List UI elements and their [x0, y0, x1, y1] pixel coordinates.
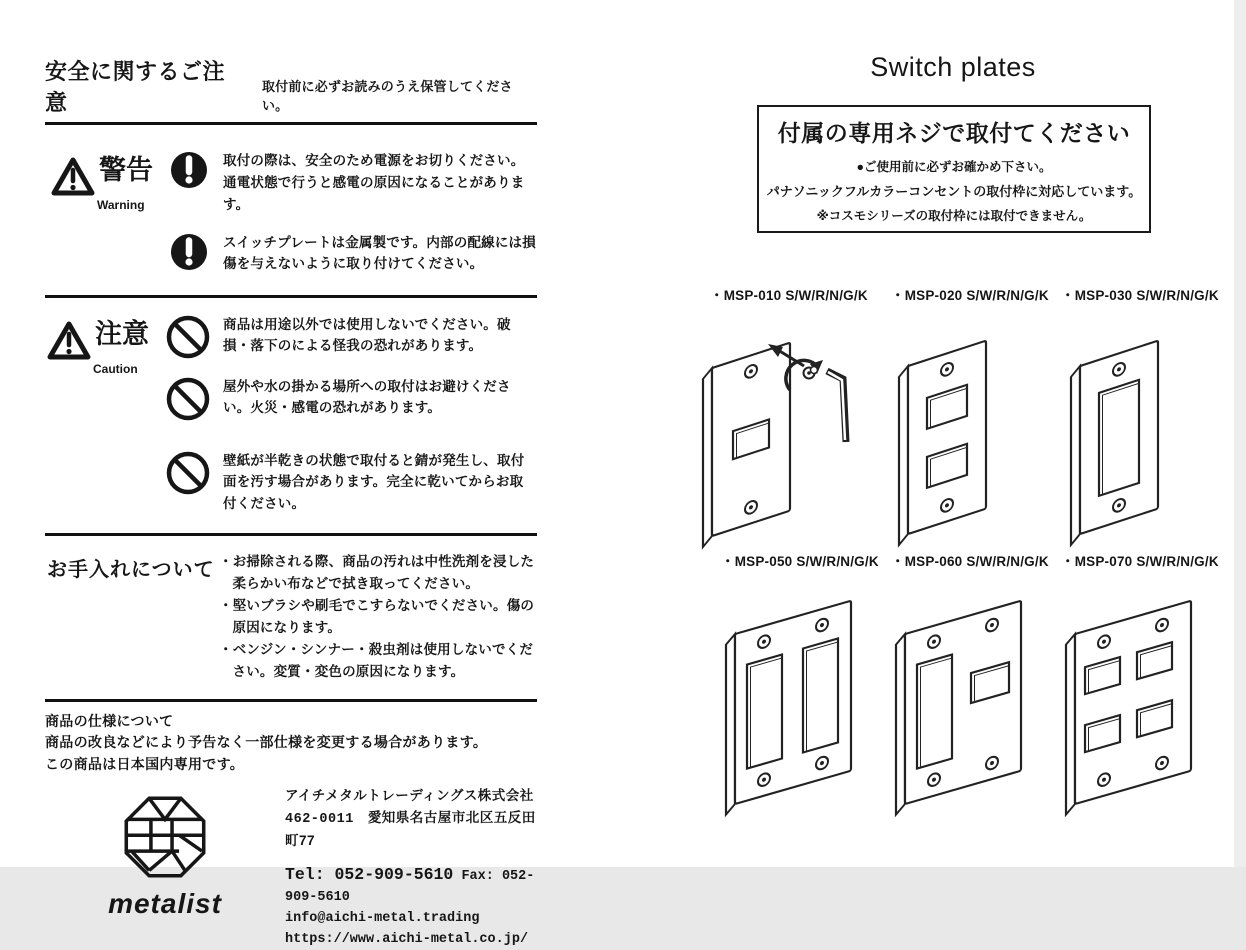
spec-line: 商品の改良などにより予告なく一部仕様を変更する場合があります。	[45, 732, 537, 753]
caution-item-text: 商品は用途以外では使用しないでください。破損・落下のによる怪我の恐れがあります。	[223, 314, 537, 358]
company-url: https://www.aichi-metal.co.jp/	[285, 930, 537, 950]
caution-label-block	[47, 314, 165, 516]
product-label-msp-060: ・MSP-060 S/W/R/N/G/K	[891, 550, 1049, 570]
prohibition-icon	[165, 376, 211, 427]
company-email: info@aichi-metal.trading	[285, 909, 537, 930]
company-tel: Tel: 052-909-5610	[285, 865, 453, 884]
care-item: ・堅いブラシや刷毛でこすらないでください。傷の原因になります。	[219, 595, 537, 639]
warning-items	[169, 150, 537, 277]
safety-page	[45, 55, 537, 950]
plate-illustration-msp-050	[703, 572, 893, 817]
company-address	[285, 807, 537, 852]
hex-key-icon	[827, 371, 846, 442]
warning-section	[45, 125, 537, 298]
plate-illustration-msp-020	[878, 304, 1028, 549]
logo-wordmark: metalist	[108, 888, 222, 920]
plate-illustration-msp-030	[1050, 304, 1200, 549]
install-notice-box	[757, 105, 1151, 233]
company-footer	[45, 781, 537, 950]
plate-illustration-msp-060	[873, 572, 1063, 817]
notice-line: ※コスモシリーズの取付枠には取付できません。	[759, 206, 1149, 224]
spec-heading: 商品の仕様について	[45, 711, 537, 732]
caution-label: 注意	[95, 320, 149, 348]
page-title: Switch plates	[660, 52, 1246, 83]
switch-plates-page	[660, 0, 1246, 867]
company-contact	[285, 862, 537, 950]
warning-item-text: スイッチプレートは金属製です。内部の配線には損傷を与えないように取り付けてください。	[223, 232, 537, 276]
safety-title: 安全に関するご注意	[45, 55, 246, 117]
care-items	[219, 551, 537, 683]
prohibition-icon	[165, 314, 211, 365]
metalist-logo-icon	[121, 793, 209, 886]
warning-label-block	[51, 150, 169, 277]
company-zip: 462-0011	[285, 812, 354, 827]
caution-item	[165, 376, 537, 427]
company-fax: Fax: 052-909-5610	[285, 869, 534, 905]
exclamation-circle-icon	[169, 232, 209, 277]
warning-item-text: 取付の際は、安全のため電源をお切りください。通電状態で行うと感電の原因になることがあります。	[223, 150, 537, 216]
warning-triangle-icon	[51, 156, 95, 202]
care-item: ・お掃除される際、商品の汚れは中性洗剤を浸した柔らかい布などで拭き取ってください。	[219, 551, 537, 595]
care-section	[45, 536, 537, 702]
caution-label-en: Caution	[93, 362, 165, 376]
warning-item	[169, 232, 537, 277]
safety-subtitle: 取付前に必ずお読みのうえ保管してください。	[262, 76, 537, 117]
logo-block	[45, 781, 285, 950]
warning-item	[169, 150, 537, 216]
prohibition-icon	[165, 450, 211, 501]
product-label-msp-010: ・MSP-010 S/W/R/N/G/K	[710, 284, 868, 304]
company-telfax	[285, 862, 537, 909]
care-item: ・ベンジン・シンナー・殺虫剤は使用しないでください。変質・変色の原因になります。	[219, 639, 537, 683]
notice-line: パナソニックフルカラーコンセントの取付枠に対応しています。	[759, 181, 1149, 200]
spec-section	[45, 711, 537, 775]
caution-item-text: 屋外や水の掛かる場所への取付はお避けください。火災・感電の恐れがあります。	[223, 376, 537, 420]
company-address-text: 愛知県名古屋市北区五反田町77	[285, 810, 536, 849]
safety-header	[45, 55, 537, 125]
exclamation-circle-icon	[169, 150, 209, 195]
company-name: アイチメタルトレーディングス株式会社	[285, 785, 537, 807]
product-label-msp-030: ・MSP-030 S/W/R/N/G/K	[1061, 284, 1219, 304]
plate-illustration-msp-010	[682, 306, 867, 551]
caution-item-text: 壁紙が半乾きの状態で取付ると錆が発生し、取付面を汚す場合があります。完全に乾いてからお取付ください。	[223, 450, 537, 516]
product-label-msp-050: ・MSP-050 S/W/R/N/G/K	[721, 550, 879, 570]
caution-section	[45, 298, 537, 537]
warning-label: 警告	[99, 156, 153, 184]
caution-items	[165, 314, 537, 516]
caution-item	[165, 314, 537, 365]
spec-line: この商品は日本国内専用です。	[45, 754, 537, 775]
product-label-msp-020: ・MSP-020 S/W/R/N/G/K	[891, 284, 1049, 304]
plate-illustration-msp-070	[1043, 572, 1233, 817]
company-info	[285, 781, 537, 950]
warning-label-en: Warning	[97, 198, 169, 212]
caution-triangle-icon	[47, 320, 91, 366]
product-label-msp-070: ・MSP-070 S/W/R/N/G/K	[1061, 550, 1219, 570]
caution-item	[165, 450, 537, 516]
notice-heading: 付属の専用ネジで取付てください	[759, 115, 1149, 148]
screw-icon	[804, 367, 818, 379]
care-heading: お手入れについて	[47, 551, 219, 683]
notice-line: ●ご使用前に必ずお確かめ下さい。	[759, 157, 1149, 175]
scan-edge	[1234, 0, 1246, 867]
